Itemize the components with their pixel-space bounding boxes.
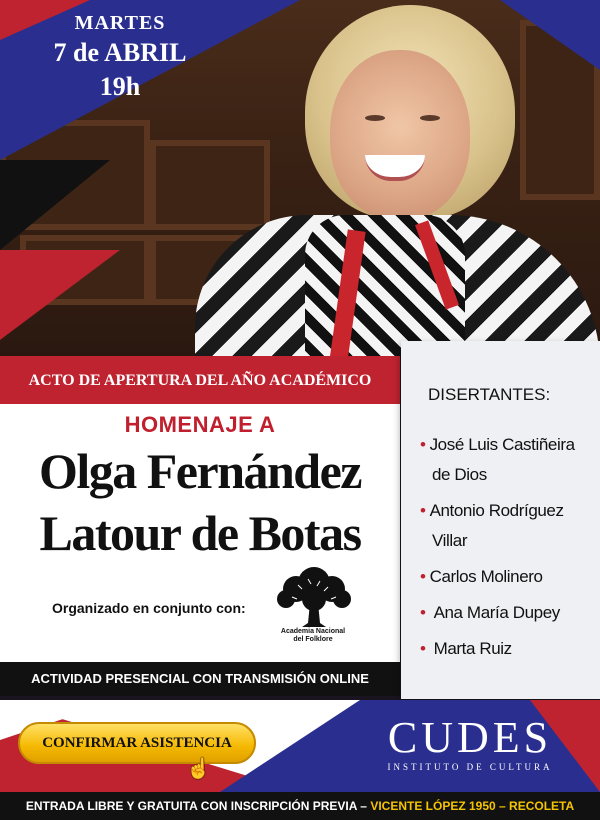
speaker-item: • Carlos Molinero bbox=[420, 567, 543, 586]
speaker-item: • Antonio Rodríguez Villar bbox=[420, 501, 564, 550]
tribute-label: HOMENAJE A bbox=[124, 412, 276, 437]
partner-name-line2: del Folklore bbox=[293, 636, 333, 643]
speaker-name: José Luis Castiñeira bbox=[429, 435, 575, 454]
blue-triangle-right bbox=[500, 0, 600, 70]
partner-name bbox=[258, 628, 368, 644]
speaker-item: • Ana María Dupey bbox=[420, 603, 560, 622]
organized-by-label: Organizado en conjunto con: bbox=[52, 600, 246, 616]
speaker-name: Carlos Molinero bbox=[429, 567, 543, 586]
footer-strip bbox=[0, 792, 600, 820]
speakers-title: DISERTANTES: bbox=[428, 385, 551, 404]
modality-strip: ACTIVIDAD PRESENCIAL CON TRANSMISIÓN ONLINE bbox=[0, 662, 400, 696]
speaker-name-cont: Villar bbox=[432, 531, 468, 550]
logo-name: CUDES bbox=[387, 713, 553, 762]
speaker-name: Ana María Dupey bbox=[433, 603, 560, 622]
speakers-list bbox=[420, 430, 595, 670]
confirm-attendance-button[interactable]: CONFIRMAR ASISTENCIA bbox=[18, 722, 256, 764]
speaker-item: • Marta Ruiz bbox=[420, 639, 512, 658]
partner-name-line1: Academia Nacional bbox=[280, 628, 346, 635]
day-month: 7 de ABRIL bbox=[53, 38, 187, 67]
logo-tagline: INSTITUTO DE CULTURA bbox=[387, 762, 553, 772]
event-banner: ACTO DE APERTURA DEL AÑO ACADÉMICO bbox=[0, 356, 400, 404]
event-date bbox=[20, 10, 220, 104]
black-triangle-left bbox=[0, 160, 110, 250]
cudes-logo bbox=[370, 714, 570, 772]
footer-address: VICENTE LÓPEZ 1950 – RECOLETA bbox=[370, 799, 575, 813]
hand-pointer-icon: ☝ bbox=[186, 758, 211, 780]
speaker-item: • José Luis Castiñeira de Dios bbox=[420, 435, 575, 484]
red-triangle-left bbox=[0, 250, 120, 340]
speaker-name: Antonio Rodríguez bbox=[429, 501, 564, 520]
time: 19h bbox=[99, 72, 141, 101]
speaker-name: Marta Ruiz bbox=[433, 639, 512, 658]
weekday: MARTES bbox=[74, 12, 166, 34]
honoree-name-line2: Latour de Botas bbox=[39, 505, 361, 561]
footer-text: ENTRADA LIBRE Y GRATUITA CON INSCRIPCIÓN PREVIA – bbox=[25, 799, 371, 813]
speaker-name-cont: de Dios bbox=[432, 465, 487, 484]
honoree-name-line1: Olga Fernández bbox=[38, 443, 362, 499]
